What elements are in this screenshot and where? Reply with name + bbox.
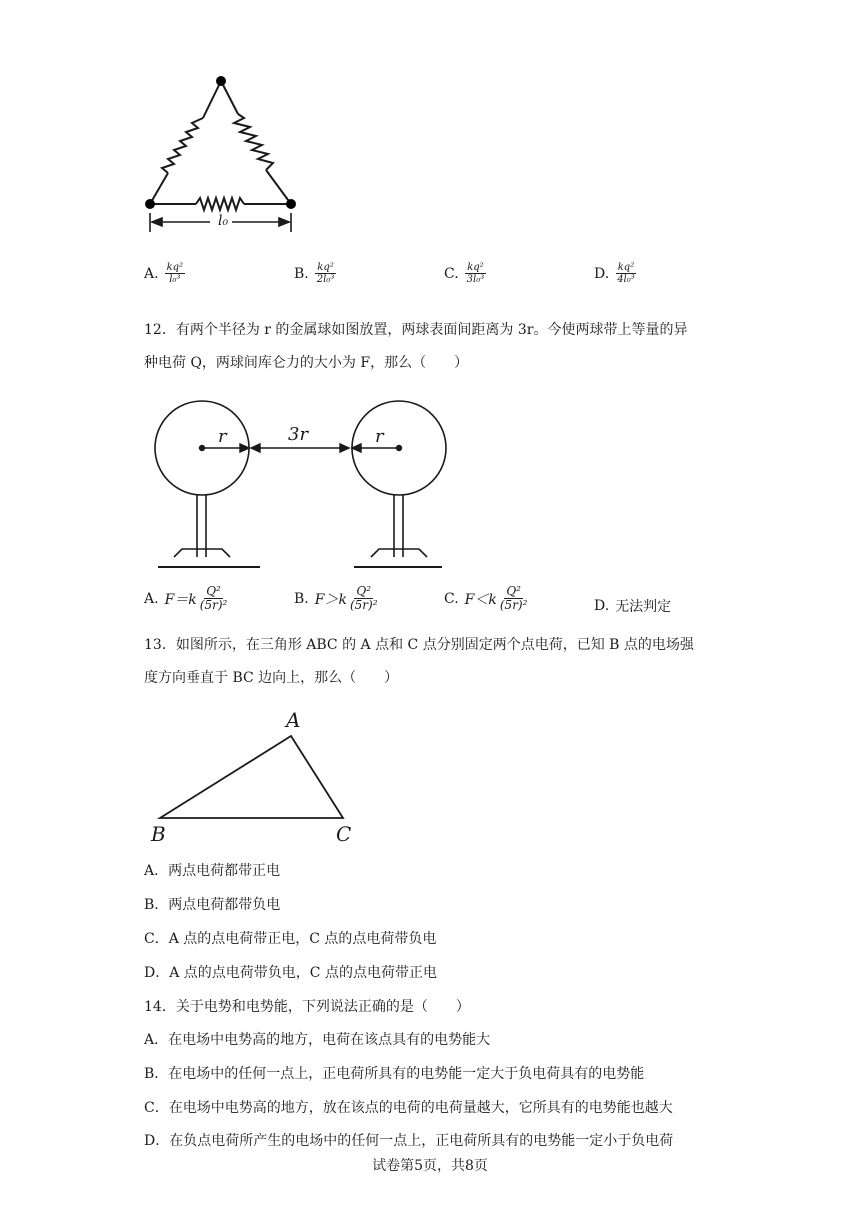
q14-option-c[interactable]: C．在电场中电势高的地方，放在该点的电荷的电荷量越大，它所具有的电势能也越大 <box>144 1100 673 1116</box>
q14-stem: 14．关于电势和电势能，下列说法正确的是（ ） <box>144 999 470 1015</box>
q13-stem-line2: 度方向垂直于 BC 边向上，那么（ ） <box>144 670 399 686</box>
option-lhs: F＝k <box>164 591 197 608</box>
q14-option-d[interactable]: D．在负点电荷所产生的电场中的任何一点上，正电荷所具有的电势能一定小于负电荷 <box>144 1133 674 1149</box>
fraction-denominator: 2l₀³ <box>316 274 335 285</box>
fraction-denominator: 3l₀³ <box>466 274 485 285</box>
fraction-denominator: 4l₀³ <box>617 274 635 285</box>
q13-option-c[interactable]: C．A 点的点电荷带正电，C 点的点电荷带负电 <box>144 931 437 947</box>
option-fraction <box>615 262 637 285</box>
fraction-numerator: kq² <box>166 262 184 273</box>
q11-option-a[interactable] <box>144 262 185 285</box>
fraction-numerator: Q² <box>206 584 221 598</box>
q11-length-label: l₀ <box>218 213 229 229</box>
option-fraction <box>198 585 230 612</box>
option-letter: C. <box>444 590 459 607</box>
option-letter: C. <box>444 265 459 282</box>
q13-option-a[interactable]: A．两点电荷都带正电 <box>144 863 281 879</box>
q12-left-radius-label: r <box>218 426 227 447</box>
fraction-numerator: Q² <box>356 584 372 598</box>
q12-right-radius-label: r <box>375 426 384 447</box>
option-fraction <box>465 262 487 285</box>
fraction-denominator: (5r)² <box>349 598 378 613</box>
q12-option-d[interactable] <box>594 596 671 616</box>
q14-option-a[interactable]: A．在电场中电势高的地方，电荷在该点具有的电势能大 <box>144 1032 491 1048</box>
q12-stem-line1: 12．有两个半径为 r 的金属球如图放置，两球表面间距离为 3r。今使两球带上等量的异 <box>144 322 688 338</box>
q12-option-b[interactable] <box>294 585 380 612</box>
q12-metal-spheres-figure <box>150 395 450 575</box>
option-lhs: F＜k <box>464 591 497 608</box>
fraction-numerator: Q² <box>506 584 521 598</box>
q13-triangle-abc-figure <box>150 730 350 825</box>
option-fraction <box>315 262 337 285</box>
page-footer: 试卷第5页，共8页 <box>372 1158 488 1174</box>
q11-option-b[interactable] <box>294 262 336 285</box>
q13-vertex-a-label: A <box>286 708 301 732</box>
q12-option-c[interactable] <box>444 585 529 612</box>
option-letter: B. <box>294 265 309 282</box>
option-letter: A. <box>144 590 159 607</box>
q13-vertex-c-label: C <box>336 822 352 846</box>
option-fraction <box>498 585 530 612</box>
fraction-denominator: l₀³ <box>169 274 181 285</box>
q12-gap-label: 3r <box>288 424 309 445</box>
option-letter: B. <box>294 590 309 607</box>
q12-option-a[interactable] <box>144 585 229 612</box>
q13-stem-line1: 13．如图所示，在三角形 ABC 的 A 点和 C 点分别固定两个点电荷，已知 B 点的电场强 <box>144 637 694 653</box>
fraction-numerator: kq² <box>617 262 635 273</box>
fraction-denominator: (5r)² <box>499 598 528 613</box>
option-letter: A. <box>144 265 159 282</box>
q11-option-d[interactable] <box>594 262 637 285</box>
fraction-numerator: kq² <box>317 262 334 273</box>
q11-option-c[interactable] <box>444 262 486 285</box>
fraction-denominator: (5r)² <box>199 598 228 613</box>
option-fraction <box>165 262 185 285</box>
q13-option-b[interactable]: B．两点电荷都带负电 <box>144 897 281 913</box>
option-letter: D. <box>594 598 610 614</box>
option-text: 无法判定 <box>615 599 672 615</box>
q12-stem-line2: 种电荷 Q，两球间库仑力的大小为 F，那么（ ） <box>144 355 469 371</box>
option-lhs: F＞k <box>314 591 347 608</box>
fraction-numerator: kq² <box>467 262 484 273</box>
q13-option-d[interactable]: D．A 点的点电荷带负电，C 点的点电荷带正电 <box>144 965 437 981</box>
q14-option-b[interactable]: B．在电场中的任何一点上，正电荷所具有的电势能一定大于负电荷具有的电势能 <box>144 1066 645 1082</box>
option-letter: D. <box>594 265 610 282</box>
option-fraction <box>348 585 380 612</box>
q13-vertex-b-label: B <box>151 822 166 846</box>
